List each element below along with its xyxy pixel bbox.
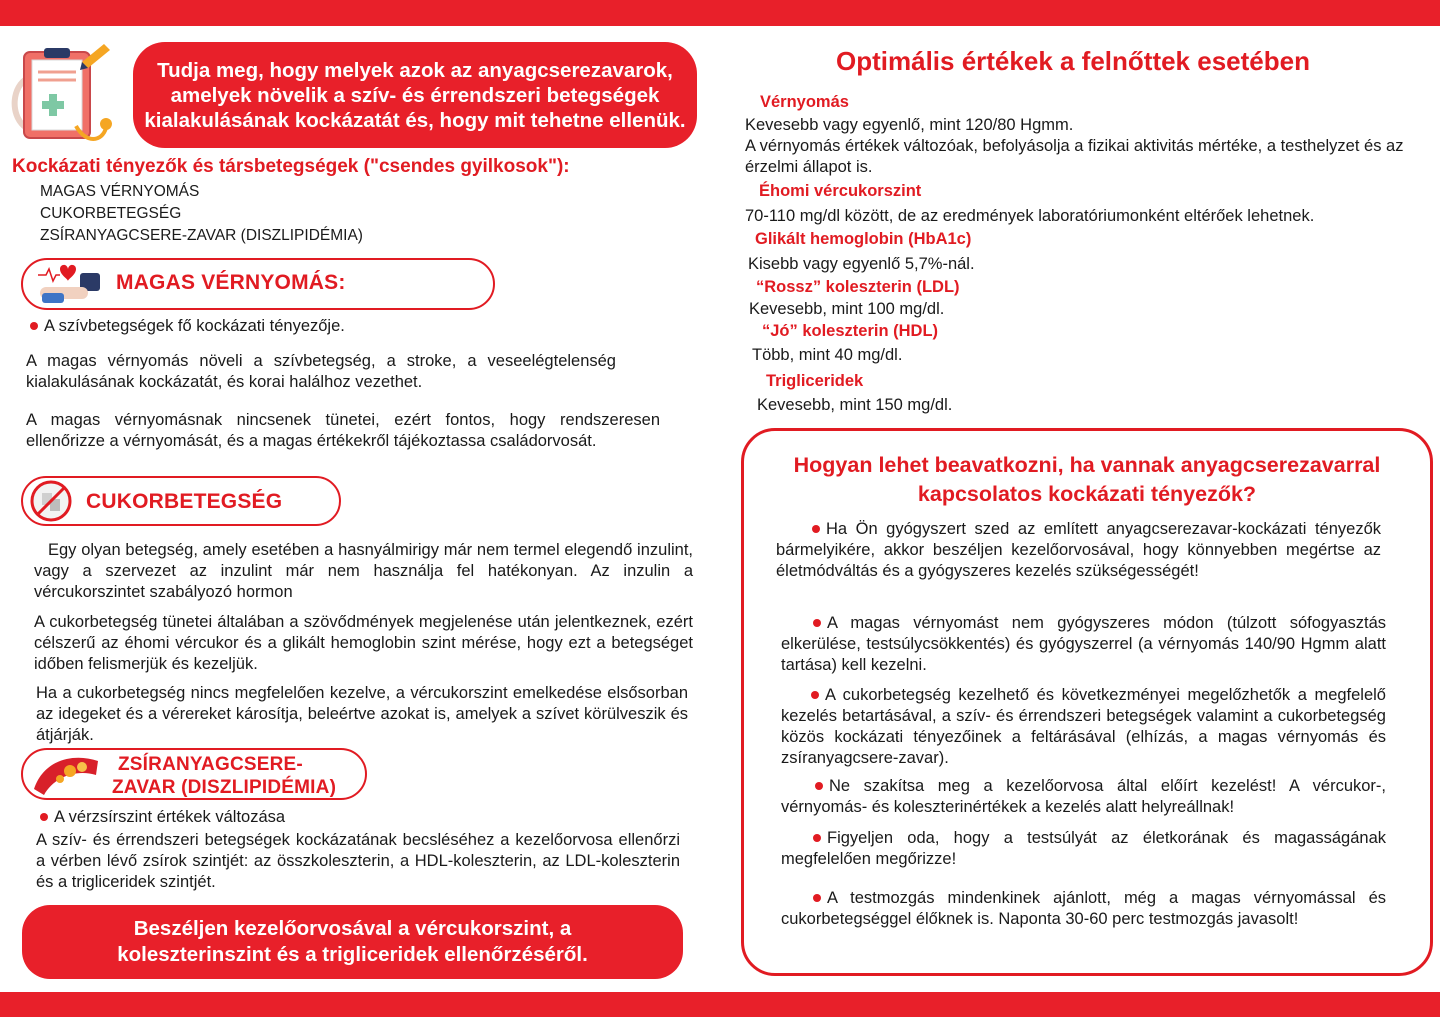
intervention-item bbox=[781, 776, 1386, 818]
bullet-dot-icon bbox=[30, 322, 38, 330]
dyslipidemia-bullet bbox=[40, 807, 285, 828]
intervention-item-text: A testmozgás mindenkinek ajánlott, még a magas vérnyomással és cukorbetegséggel élőknek is. Naponta 30-60 perc testmozgás javasolt! bbox=[781, 889, 1386, 928]
hypertension-paragraph: A magas vérnyomás növeli a szívbetegség, a stroke, a veseelégtelenség kialakulásának kockázatát, és korai halálhoz vezethet. bbox=[26, 352, 616, 391]
hypertension-title: MAGAS VÉRNYOMÁS: bbox=[116, 271, 346, 294]
intervention-item bbox=[781, 613, 1386, 676]
diabetes-paragraph: Egy olyan betegség, amely esetében a hasnyálmirigy már nem termel elegendő inzulint, vagy a szervezet az inzulint már nem használja fel hatékonyan. Az inzulin a vércukorszintet szabályozó hormon bbox=[34, 541, 693, 601]
risk-factors-title: Kockázati tényezők és társbetegségek ("csendes gyilkosok"): bbox=[12, 156, 570, 177]
risk-factor-item: MAGAS VÉRNYOMÁS bbox=[40, 183, 200, 200]
triglycerides-text: Kevesebb, mint 150 mg/dl. bbox=[757, 396, 953, 414]
header-banner: Tudja meg, hogy melyek azok az anyagcserezavarok, amelyek növelik a szív- és érrendszeri betegségek kialakulásának kockázatát és, hogy mit tehetne ellenük. bbox=[133, 42, 697, 148]
dyslipidemia-title-line2: ZAVAR (DISZLIPIDÉMIA) bbox=[112, 777, 337, 798]
hdl-label: “Jó” koleszterin (HDL) bbox=[762, 322, 939, 340]
bottom-banner-text: Beszéljen kezelőorvosával a vércukorszint, a koleszterinszint és a trigliceridek ellenőrzéséről. bbox=[117, 917, 588, 966]
bullet-dot-icon bbox=[813, 619, 821, 627]
ldl-label: “Rossz” koleszterin (LDL) bbox=[756, 278, 960, 296]
bullet-dot-icon bbox=[811, 691, 819, 699]
hba1c-text: Kisebb vagy egyenlő 5,7%-nál. bbox=[748, 255, 975, 273]
bullet-dot-icon bbox=[812, 525, 820, 533]
intervention-item bbox=[781, 888, 1386, 930]
intervention-item-text: Ha Ön gyógyszert szed az említett anyagcserezavar-kockázati tényezők bármelyikére, akkor beszéljen kezelőorvosával, hogy könnyebben megértse az életmódváltás és a gyógyszeres kezelés szükségességét! bbox=[776, 520, 1381, 580]
artery-plaque-icon bbox=[30, 749, 102, 799]
intervention-item-text: Ne szakítsa meg a kezelőorvosa által előírt kezelést! A vércukor-, vérnyomás- és koleszterinértékek a kezelés alatt helyreállnak! bbox=[781, 777, 1386, 816]
hba1c-label: Glikált hemoglobin (HbA1c) bbox=[755, 230, 972, 248]
bullet-dot-icon bbox=[815, 782, 823, 790]
hypertension-bullet bbox=[30, 316, 345, 337]
dyslipidemia-title-line1: ZSÍRANYAGCSERE- bbox=[118, 754, 303, 775]
diabetes-paragraph: A cukorbetegség tünetei általában a szövődmények megjelenése után jelentkeznek, ezért célszerű az éhomi vércukor és a glikált hemoglobin szint mérése, hogy ezt a betegséget időben felismerjük és kezeljük. bbox=[34, 613, 693, 673]
bp-label: Vérnyomás bbox=[760, 93, 849, 111]
top-bar bbox=[0, 0, 1440, 26]
intervention-item bbox=[781, 685, 1386, 769]
glucose-label: Éhomi vércukorszint bbox=[759, 182, 922, 200]
ldl-text: Kevesebb, mint 100 mg/dl. bbox=[749, 300, 945, 318]
no-sugar-icon bbox=[28, 479, 74, 523]
intervention-item-text: Figyeljen oda, hogy a testsúlyát az életkorának és magasságának megfelelően megőrizze! bbox=[781, 829, 1386, 868]
bullet-dot-icon bbox=[813, 894, 821, 902]
intervention-item bbox=[781, 828, 1386, 870]
hypertension-bullet-text: A szívbetegségek fő kockázati tényezője. bbox=[44, 317, 345, 335]
hypertension-paragraph: A magas vérnyomásnak nincsenek tünetei, ezért fontos, hogy rendszeresen ellenőrizze a vérnyomását, és a magas értékekről tájékoztassa családorvosát. bbox=[26, 411, 660, 450]
risk-factor-item: CUKORBETEGSÉG bbox=[40, 205, 182, 222]
clipboard-stethoscope-icon bbox=[6, 38, 118, 156]
diabetes-title: CUKORBETEGSÉG bbox=[86, 490, 283, 513]
intervention-item-text: A cukorbetegség kezelhető és következményei megelőzhetők a megfelelő kezelés betartásával, a szív- és érrendszeri betegségek valamint a cukorbetegség közös kockázati tényezőinek a feltárásával (elhízás, a magas vérnyomás és zsíranyagcsere-zavar). bbox=[781, 686, 1386, 767]
diabetes-paragraph: Ha a cukorbetegség nincs megfelelően kezelve, a vércukorszint emelkedése elsősorban az idegeket és a vérereket károsítja, beleértve azokat is, amelyek a szívet körülveszik és átjárják. bbox=[36, 684, 688, 744]
bullet-dot-icon bbox=[40, 813, 48, 821]
bottom-bar bbox=[0, 992, 1440, 1017]
optimal-values-title: Optimális értékek a felnőttek esetében bbox=[836, 46, 1310, 76]
bp-text: A vérnyomás értékek változóak, befolyásolja a fizikai aktivitás mértéke, a testhelyzet és az érzelmi állapot is. bbox=[745, 137, 1404, 176]
dyslipidemia-paragraph: A szív- és érrendszeri betegségek kockázatának becsléséhez a kezelőorvosa ellenőrzi a vérben lévő zsírok szintjét: az összkoleszterin, a HDL-koleszterin, az LDL-koleszterin és a trigliceridek szintjét. bbox=[36, 831, 680, 891]
dyslipidemia-bullet-text: A vérzsírszint értékek változása bbox=[54, 808, 286, 826]
intervention-item bbox=[776, 519, 1381, 582]
hdl-text: Több, mint 40 mg/dl. bbox=[752, 346, 903, 364]
triglycerides-label: Trigliceridek bbox=[766, 372, 864, 390]
blood-pressure-icon bbox=[30, 261, 104, 307]
bottom-banner bbox=[22, 905, 683, 979]
glucose-text: 70-110 mg/dl között, de az eredmények laboratóriumonként eltérőek lehetnek. bbox=[745, 207, 1315, 225]
bp-text: Kevesebb vagy egyenlő, mint 120/80 Hgmm. bbox=[745, 116, 1074, 134]
intervention-item-text: A magas vérnyomást nem gyógyszeres módon (túlzott sófogyasztás elkerülése, testsúlycsökkentés) és gyógyszerrel (a vérnyomás 140/90 Hgmm alatt tartása) kell kezelni. bbox=[781, 614, 1386, 674]
bullet-dot-icon bbox=[813, 834, 821, 842]
intervention-title: Hogyan lehet beavatkozni, ha vannak anyagcserezavarral kapcsolatos kockázati tényezők? bbox=[793, 453, 1381, 506]
risk-factor-item: ZSÍRANYAGCSERE-ZAVAR (DISZLIPIDÉMIA) bbox=[40, 227, 363, 244]
